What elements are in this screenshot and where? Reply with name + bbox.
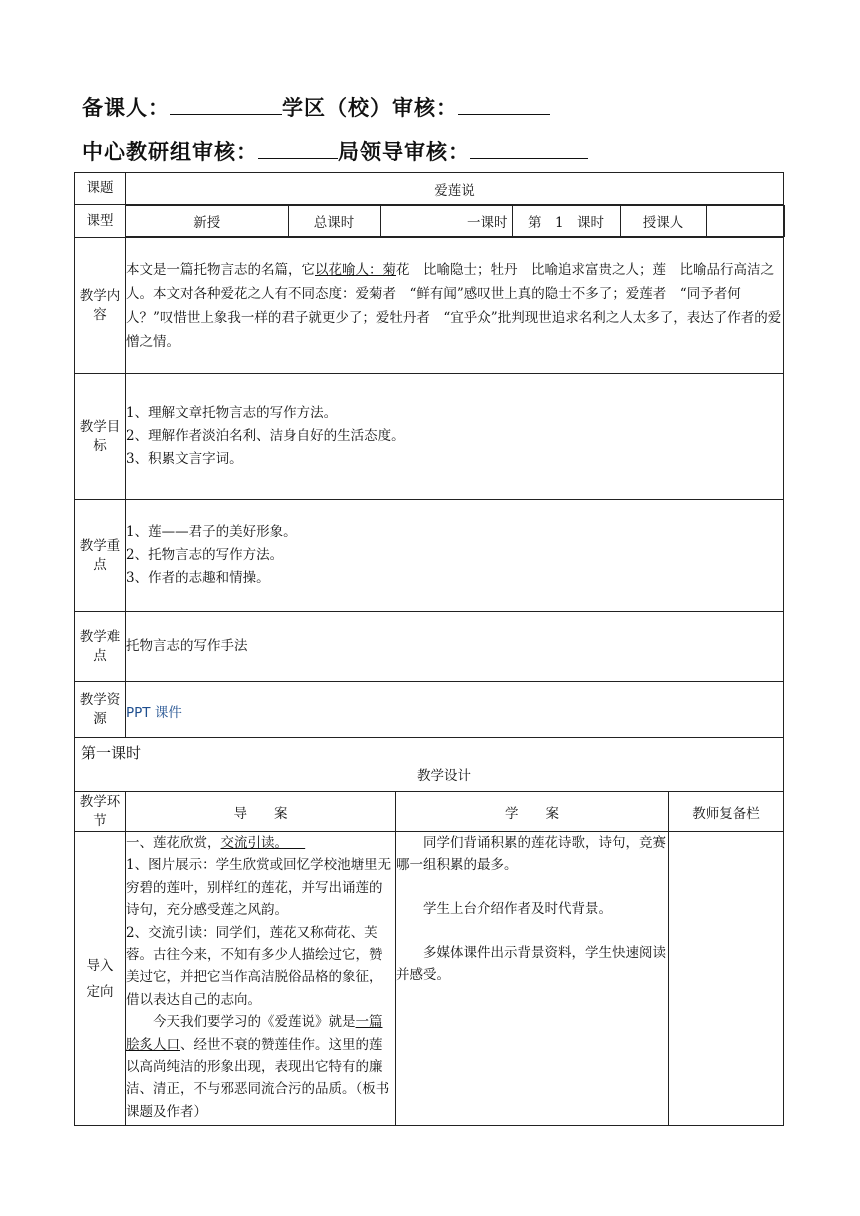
goal-item: 2、理解作者淡泊名利、洁身自好的生活态度。 xyxy=(126,428,405,444)
session-row xyxy=(75,738,784,792)
type-value: 新授 xyxy=(126,206,288,237)
resources-text: PPT 课件 xyxy=(126,682,784,738)
header-line-2 xyxy=(82,136,588,166)
stage-column-header: 教学环节 xyxy=(75,792,126,832)
guide-paragraph: 2、交流引读：同学们，莲花又称荷花、芙蓉。古往今来，不知有多少人描绘过它，赞美过它，并把它当作高洁脱俗品格的象征，借以表达自己的志向。 xyxy=(126,924,383,1008)
study-paragraph: 多媒体课件出示背景资料，学生快速阅读并感受。 xyxy=(396,945,666,983)
total-hours-label: 总课时 xyxy=(288,206,380,237)
goal-item: 1、理解文章托物言志的写作方法。 xyxy=(126,405,338,421)
intro-guide xyxy=(126,832,396,1126)
bureau-review-label: 局领导审核： xyxy=(338,140,470,164)
keypoint-item: 2、托物言志的写作方法。 xyxy=(126,547,284,563)
preparer-blank[interactable] xyxy=(170,96,282,115)
title-row xyxy=(75,173,784,205)
goals-list xyxy=(126,374,784,500)
keypoints-label: 教学重点 xyxy=(75,500,126,612)
resources-row xyxy=(75,682,784,738)
difficulty-row xyxy=(75,612,784,682)
lesson-plan-table xyxy=(74,172,784,1126)
intro-row xyxy=(75,832,784,1126)
session-number: 第 1 课时 xyxy=(512,206,620,237)
session-title: 第一课时 xyxy=(81,744,142,762)
goals-row xyxy=(75,374,784,500)
keypoint-item: 1、莲——君子的美好形象。 xyxy=(126,524,297,540)
preparer-label: 备课人： xyxy=(82,96,170,120)
guide-heading: 一、莲花欣赏，交流引读。 xyxy=(126,835,288,851)
content-row xyxy=(75,238,784,374)
difficulty-label: 教学难点 xyxy=(75,612,126,682)
title-label: 课题 xyxy=(75,173,126,205)
guide-paragraph: 今天我们要学习的《爱莲说》就是一篇脍炙人口、经世不衰的赞莲佳作。这里的莲以高尚纯洁的形象出现，表现出它特有的廉洁、清正，不与邪恶同流合污的品质。（板书课题及作者） xyxy=(126,1014,390,1120)
total-hours-value: 一课时 xyxy=(380,206,512,237)
keypoint-item: 3、作者的志趣和情操。 xyxy=(126,570,270,586)
intro-stage: 导入定向 xyxy=(75,832,126,1126)
guide-column-header: 导 案 xyxy=(126,792,396,832)
keypoints-list xyxy=(126,500,784,612)
intro-study xyxy=(396,832,669,1126)
design-title: 教学设计 xyxy=(417,768,471,784)
center-review-label: 中心教研组审核： xyxy=(82,140,258,164)
guide-paragraph: 1、图片展示：学生欣赏或回忆学校池塘里无穷碧的莲叶，别样红的莲花，并写出诵莲的诗句，充分感受莲之风韵。 xyxy=(126,857,392,919)
teacher-label: 授课人 xyxy=(620,206,706,237)
content-label: 教学内容 xyxy=(75,238,126,374)
goals-label: 教学目标 xyxy=(75,374,126,500)
bureau-review-blank[interactable] xyxy=(470,140,588,159)
type-row-cells xyxy=(126,205,785,237)
type-label: 课型 xyxy=(75,205,126,238)
title-value: 爱莲说 xyxy=(126,173,784,205)
goal-item: 3、积累文言字词。 xyxy=(126,451,243,467)
resources-label: 教学资源 xyxy=(75,682,126,738)
header-line-1 xyxy=(82,92,550,122)
center-review-blank[interactable] xyxy=(258,140,338,159)
type-row xyxy=(75,205,784,238)
teacher-value[interactable] xyxy=(706,206,784,237)
study-column-header: 学 案 xyxy=(396,792,669,832)
content-text: 本文是一篇托物言志的名篇，它以花喻人：菊花 比喻隐士；牡丹 比喻追求富贵之人；莲 比喻品行高洁之人。本文对各种爱花之人有不同态度：爱菊者 “鲜有闻”感叹世上真的隐士不多了；爱莲者 “同予者何人？”叹惜世上象我一样的君子就更少了；爱牡丹者 “宜乎众”批判现世追求名利之人太多了，表达了作者的爱憎之情。 xyxy=(126,238,784,374)
intro-notes[interactable] xyxy=(669,832,784,1126)
notes-column-header: 教师复备栏 xyxy=(669,792,784,832)
study-paragraph: 学生上台介绍作者及时代背景。 xyxy=(423,901,612,917)
district-review-blank[interactable] xyxy=(458,96,550,115)
study-paragraph: 同学们背诵积累的莲花诗歌，诗句，竞赛哪一组积累的最多。 xyxy=(396,835,666,873)
column-header-row xyxy=(75,792,784,832)
keypoints-row xyxy=(75,500,784,612)
district-review-label: 学区（校）审核： xyxy=(282,96,458,120)
difficulty-text: 托物言志的写作手法 xyxy=(126,612,784,682)
